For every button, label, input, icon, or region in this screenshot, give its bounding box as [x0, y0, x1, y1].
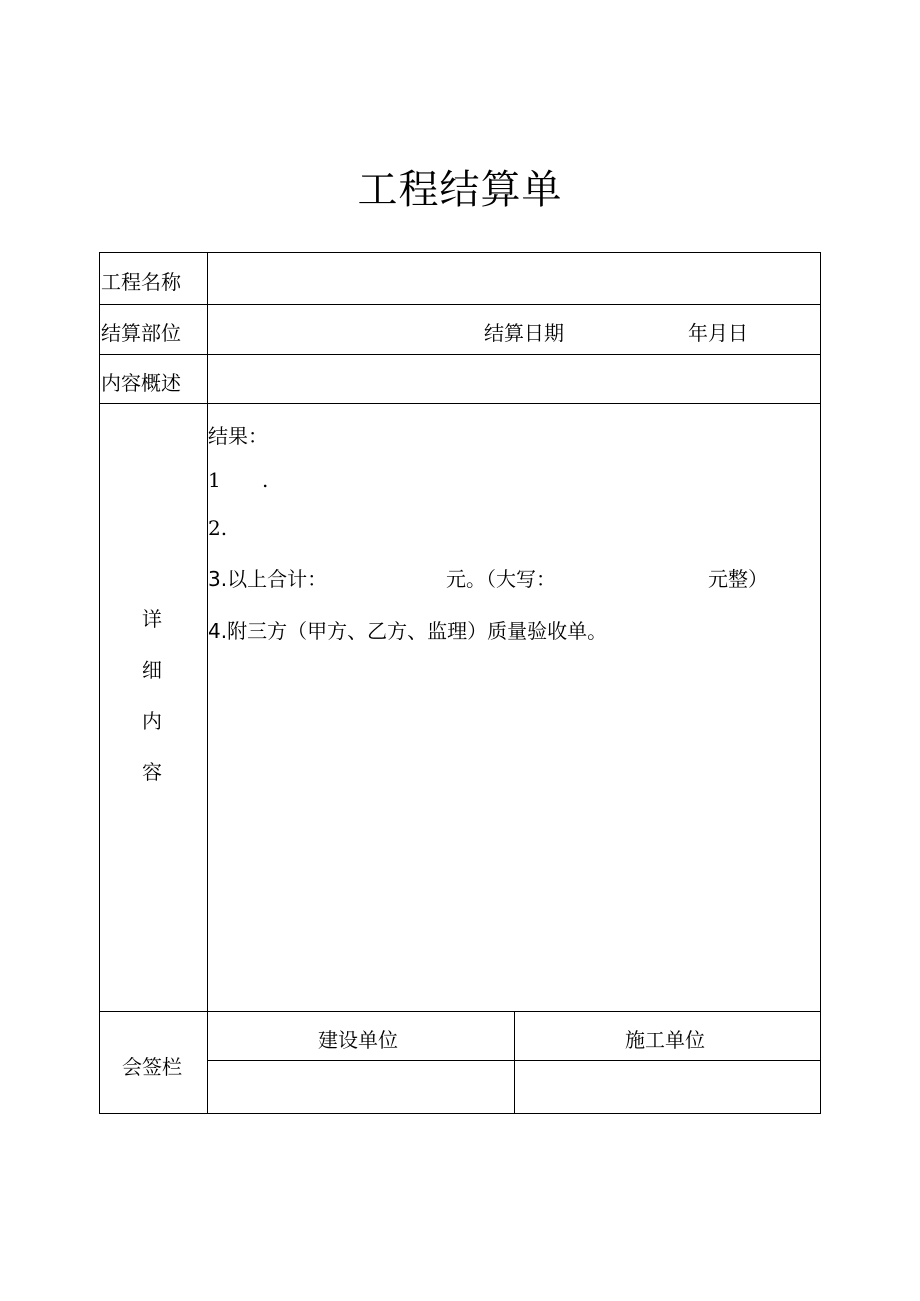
details-label-char: 内 [142, 709, 162, 733]
settlement-part-field[interactable] [208, 305, 478, 354]
details-label [140, 607, 164, 811]
settlement-part-label: 结算部位 [101, 321, 181, 345]
construction-owner-signature[interactable] [208, 1061, 514, 1113]
content-summary-field[interactable] [208, 355, 820, 403]
project-name-label: 工程名称 [101, 270, 181, 294]
item-1-number: 1 [208, 468, 221, 492]
settlement-date-field[interactable] [580, 305, 680, 354]
item-2: 2. [208, 516, 228, 540]
item-3-suffix: 元整） [708, 567, 768, 591]
construction-owner-header: 建设单位 [318, 1028, 398, 1052]
details-label-char: 容 [142, 760, 162, 784]
details-content-area[interactable] [208, 650, 820, 1010]
settlement-date-label: 结算日期 [484, 321, 564, 345]
details-label-char: 详 [142, 607, 162, 631]
signoff-label: 会签栏 [122, 1055, 182, 1079]
contractor-signature[interactable] [515, 1061, 820, 1113]
page-title: 工程结算单 [357, 167, 563, 213]
result-label: 结果： [208, 424, 268, 448]
project-name-field[interactable] [208, 253, 820, 304]
date-suffix: 年月日 [688, 321, 748, 345]
item-4-attachment: 4.附三方（甲方、乙方、监理）质量验收单。 [208, 619, 608, 643]
item-3-total-label: 3.以上合计： [208, 567, 328, 591]
item-1-dot: . [262, 468, 269, 492]
content-summary-label: 内容概述 [101, 371, 181, 395]
item-3-yuan-uppercase-label: 元。（大写： [446, 567, 556, 591]
contractor-header: 施工单位 [625, 1028, 705, 1052]
details-label-char: 细 [142, 658, 162, 682]
